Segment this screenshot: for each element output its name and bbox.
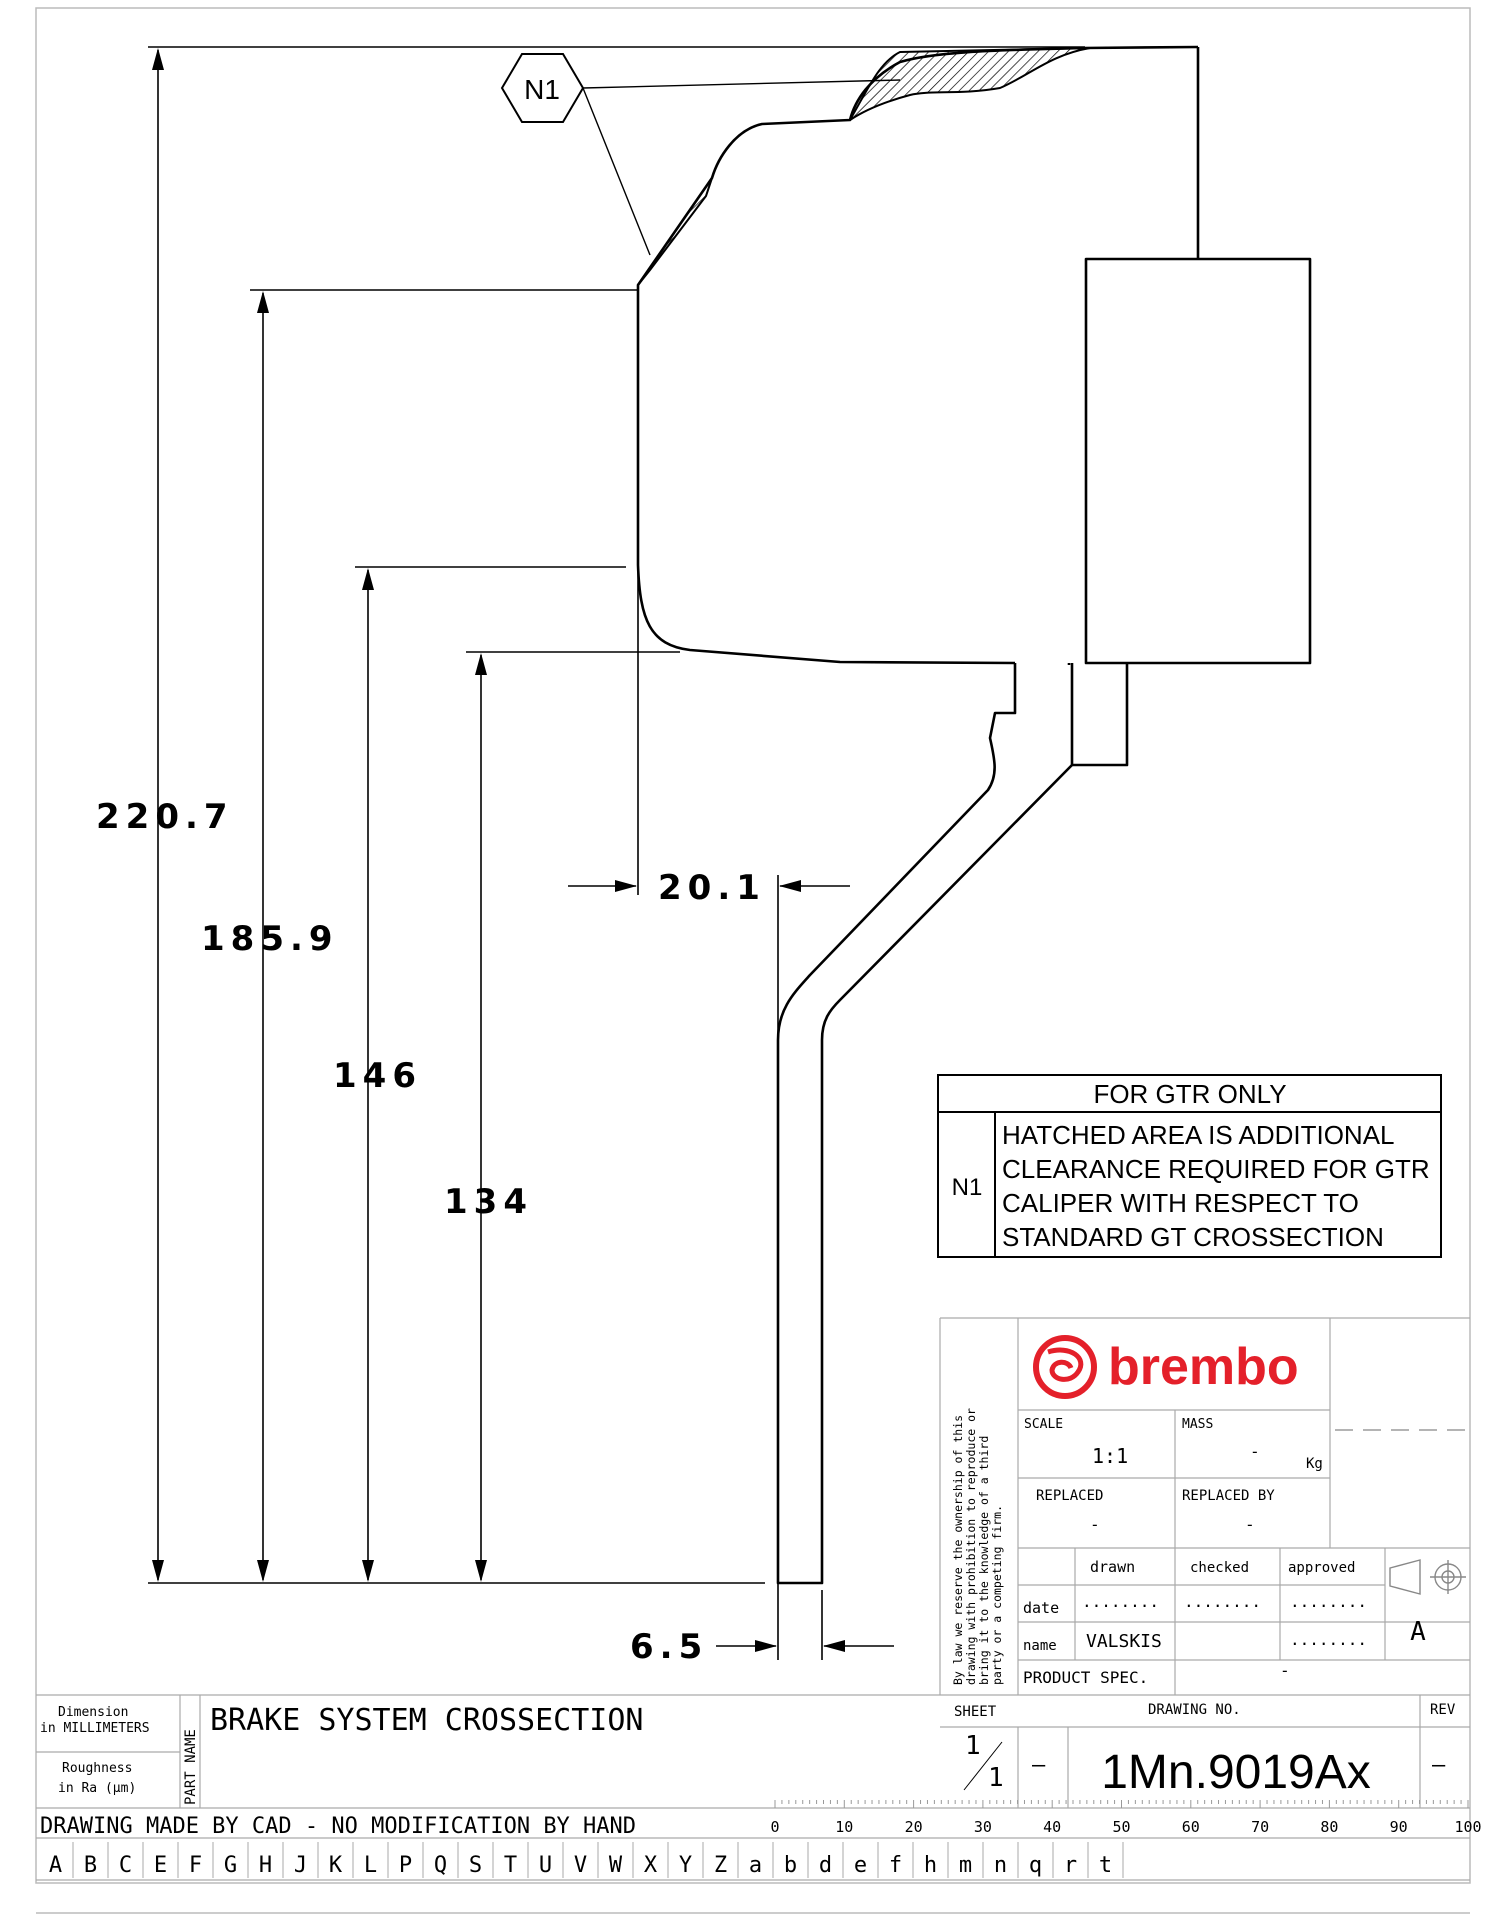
notes-table [938,1075,1441,1257]
svg-text:party or a competing firm.: party or a competing firm. [990,1504,1004,1685]
letter-grid-cell: m [958,1853,973,1878]
ruler-label: 20 [904,1818,923,1836]
roughness-label-2: in Ra (µm) [58,1781,137,1796]
date-label: date [1023,1599,1060,1617]
checked-label: checked [1190,1560,1250,1576]
letter-grid-cell: F [188,1853,203,1878]
part-name: BRAKE SYSTEM CROSSECTION [210,1703,644,1738]
ruler-label: 50 [1112,1818,1131,1836]
dimension-134: 134 [444,1182,533,1222]
dimension-146: 146 [333,1056,422,1096]
product-spec-label: PRODUCT SPEC. [1023,1668,1149,1687]
dimension-6-5: 6.5 [630,1627,709,1667]
letter-grid-cell: f [888,1853,903,1878]
sheet-label: SHEET [954,1704,997,1720]
letter-grid-cell: P [398,1853,413,1878]
letter-grid-cell: T [503,1853,518,1878]
mass-value: - [1250,1442,1260,1461]
letter-grid [49,1842,1123,1878]
dimension-label-2: in MILLIMETERS [40,1721,150,1736]
letter-grid-cell: S [468,1853,483,1878]
scale-ruler [770,1800,1481,1836]
approved-label: approved [1288,1560,1356,1576]
ruler-label: 0 [770,1818,780,1836]
replaced-label: REPLACED [1036,1488,1104,1504]
replaced-by-value: - [1245,1515,1255,1534]
letter-grid-cell: V [573,1853,588,1878]
drawing-number: 1Mn.9019Ax [1101,1746,1371,1799]
letter-grid-cell: Y [678,1853,693,1878]
notes-header: FOR GTR ONLY [1093,1079,1287,1109]
drawn-by-name: VALSKIS [1086,1631,1162,1652]
notes-line-2: CLEARANCE REQUIRED FOR GTR [1002,1154,1430,1184]
mass-label: MASS [1182,1417,1214,1432]
letter-grid-cell: Q [433,1853,448,1878]
brembo-logo [1036,1338,1299,1396]
mass-unit: Kg [1306,1456,1323,1472]
scale-value: 1:1 [1092,1444,1129,1468]
drawing-no-label: DRAWING NO. [1148,1702,1241,1718]
letter-grid-cell: r [1063,1853,1078,1878]
svg-text:drawing with prohibition to re: drawing with prohibition to reproduce or [964,1408,978,1685]
drawn-label: drawn [1090,1558,1136,1576]
svg-text:N1: N1 [524,74,560,105]
dimension-lines [148,47,1085,1660]
rev-label: REV [1430,1702,1456,1718]
svg-text:brembo: brembo [1108,1338,1299,1396]
replaced-by-label: REPLACED BY [1182,1488,1275,1504]
ruler-label: 40 [1043,1818,1062,1836]
letter-grid-cell: B [83,1853,98,1878]
ruler-label: 10 [835,1818,854,1836]
ruler-label: 80 [1320,1818,1339,1836]
notes-line-4: STANDARD GT CROSSECTION [1002,1222,1384,1252]
letter-grid-cell: n [993,1853,1008,1878]
ruler-label: 90 [1389,1818,1408,1836]
dimension-20-1: 20.1 [658,868,766,908]
rev-value: — [1432,1753,1446,1778]
roughness-label-1: Roughness [62,1761,133,1776]
letter-grid-cell: A [48,1853,63,1878]
letter-grid-cell: a [748,1853,763,1878]
projection-symbol [1390,1560,1466,1594]
sheet-dash: — [1032,1753,1046,1778]
name-approved-dots: ........ [1290,1630,1368,1649]
ruler-label: 70 [1251,1818,1270,1836]
dimension-arrows [152,48,845,1652]
name-label: name [1023,1638,1057,1654]
cad-note: DRAWING MADE BY CAD - NO MODIFICATION BY HAND [40,1814,637,1839]
replaced-value: - [1090,1515,1100,1534]
letter-grid-cell: E [153,1853,168,1878]
notes-line-3: CALIPER WITH RESPECT TO [1002,1188,1359,1218]
letter-grid-cell: C [118,1853,133,1878]
dimension-185-9: 185.9 [201,919,339,959]
notes-line-1: HATCHED AREA IS ADDITIONAL [1002,1120,1395,1150]
date-approved-dots: ........ [1290,1592,1368,1611]
ruler-label: 60 [1181,1818,1200,1836]
letter-grid-cell: G [223,1853,238,1878]
notes-key: N1 [951,1174,983,1201]
projection-letter: A [1410,1617,1426,1647]
letter-grid-cell: b [783,1853,798,1878]
note-tag-n1 [502,54,900,255]
letter-grid-cell: t [1098,1853,1113,1878]
letter-grid-cell: e [853,1853,868,1878]
date-checked-dots: ........ [1184,1592,1262,1611]
letter-grid-cell: K [328,1853,343,1878]
date-drawn-dots: ........ [1082,1592,1160,1611]
part-name-label: PART NAME [183,1729,199,1805]
letter-grid-cell: Z [713,1853,728,1878]
scale-label: SCALE [1024,1417,1064,1432]
letter-grid-cell: W [608,1853,623,1878]
letter-grid-cell: d [818,1853,833,1878]
svg-text:bring it to the knowledge of a: bring it to the knowledge of a third [977,1435,991,1685]
letter-grid-cell: H [258,1853,273,1878]
hatched-area-top [850,48,1090,120]
letter-grid-cell: h [923,1853,938,1878]
letter-grid-cell: L [363,1853,378,1878]
copyright-notice [951,1408,1004,1685]
svg-text:By law we reserve the ownershi: By law we reserve the ownership of this [951,1414,965,1685]
letter-grid-cell: U [538,1853,553,1878]
dimension-220-7: 220.7 [96,797,234,837]
sheet-total: 1 [988,1763,1004,1793]
sheet-number: 1 [965,1731,981,1761]
letter-grid-cell: X [643,1853,658,1878]
dimension-label-1: Dimension [58,1705,129,1720]
hatched-area-left [638,178,712,285]
ruler-label: 30 [973,1818,992,1836]
letter-grid-cell: J [293,1853,308,1878]
ruler-label: 100 [1454,1818,1482,1836]
product-spec-value: - [1280,1661,1290,1680]
caliper-block [1086,259,1310,663]
letter-grid-cell: q [1028,1853,1043,1878]
